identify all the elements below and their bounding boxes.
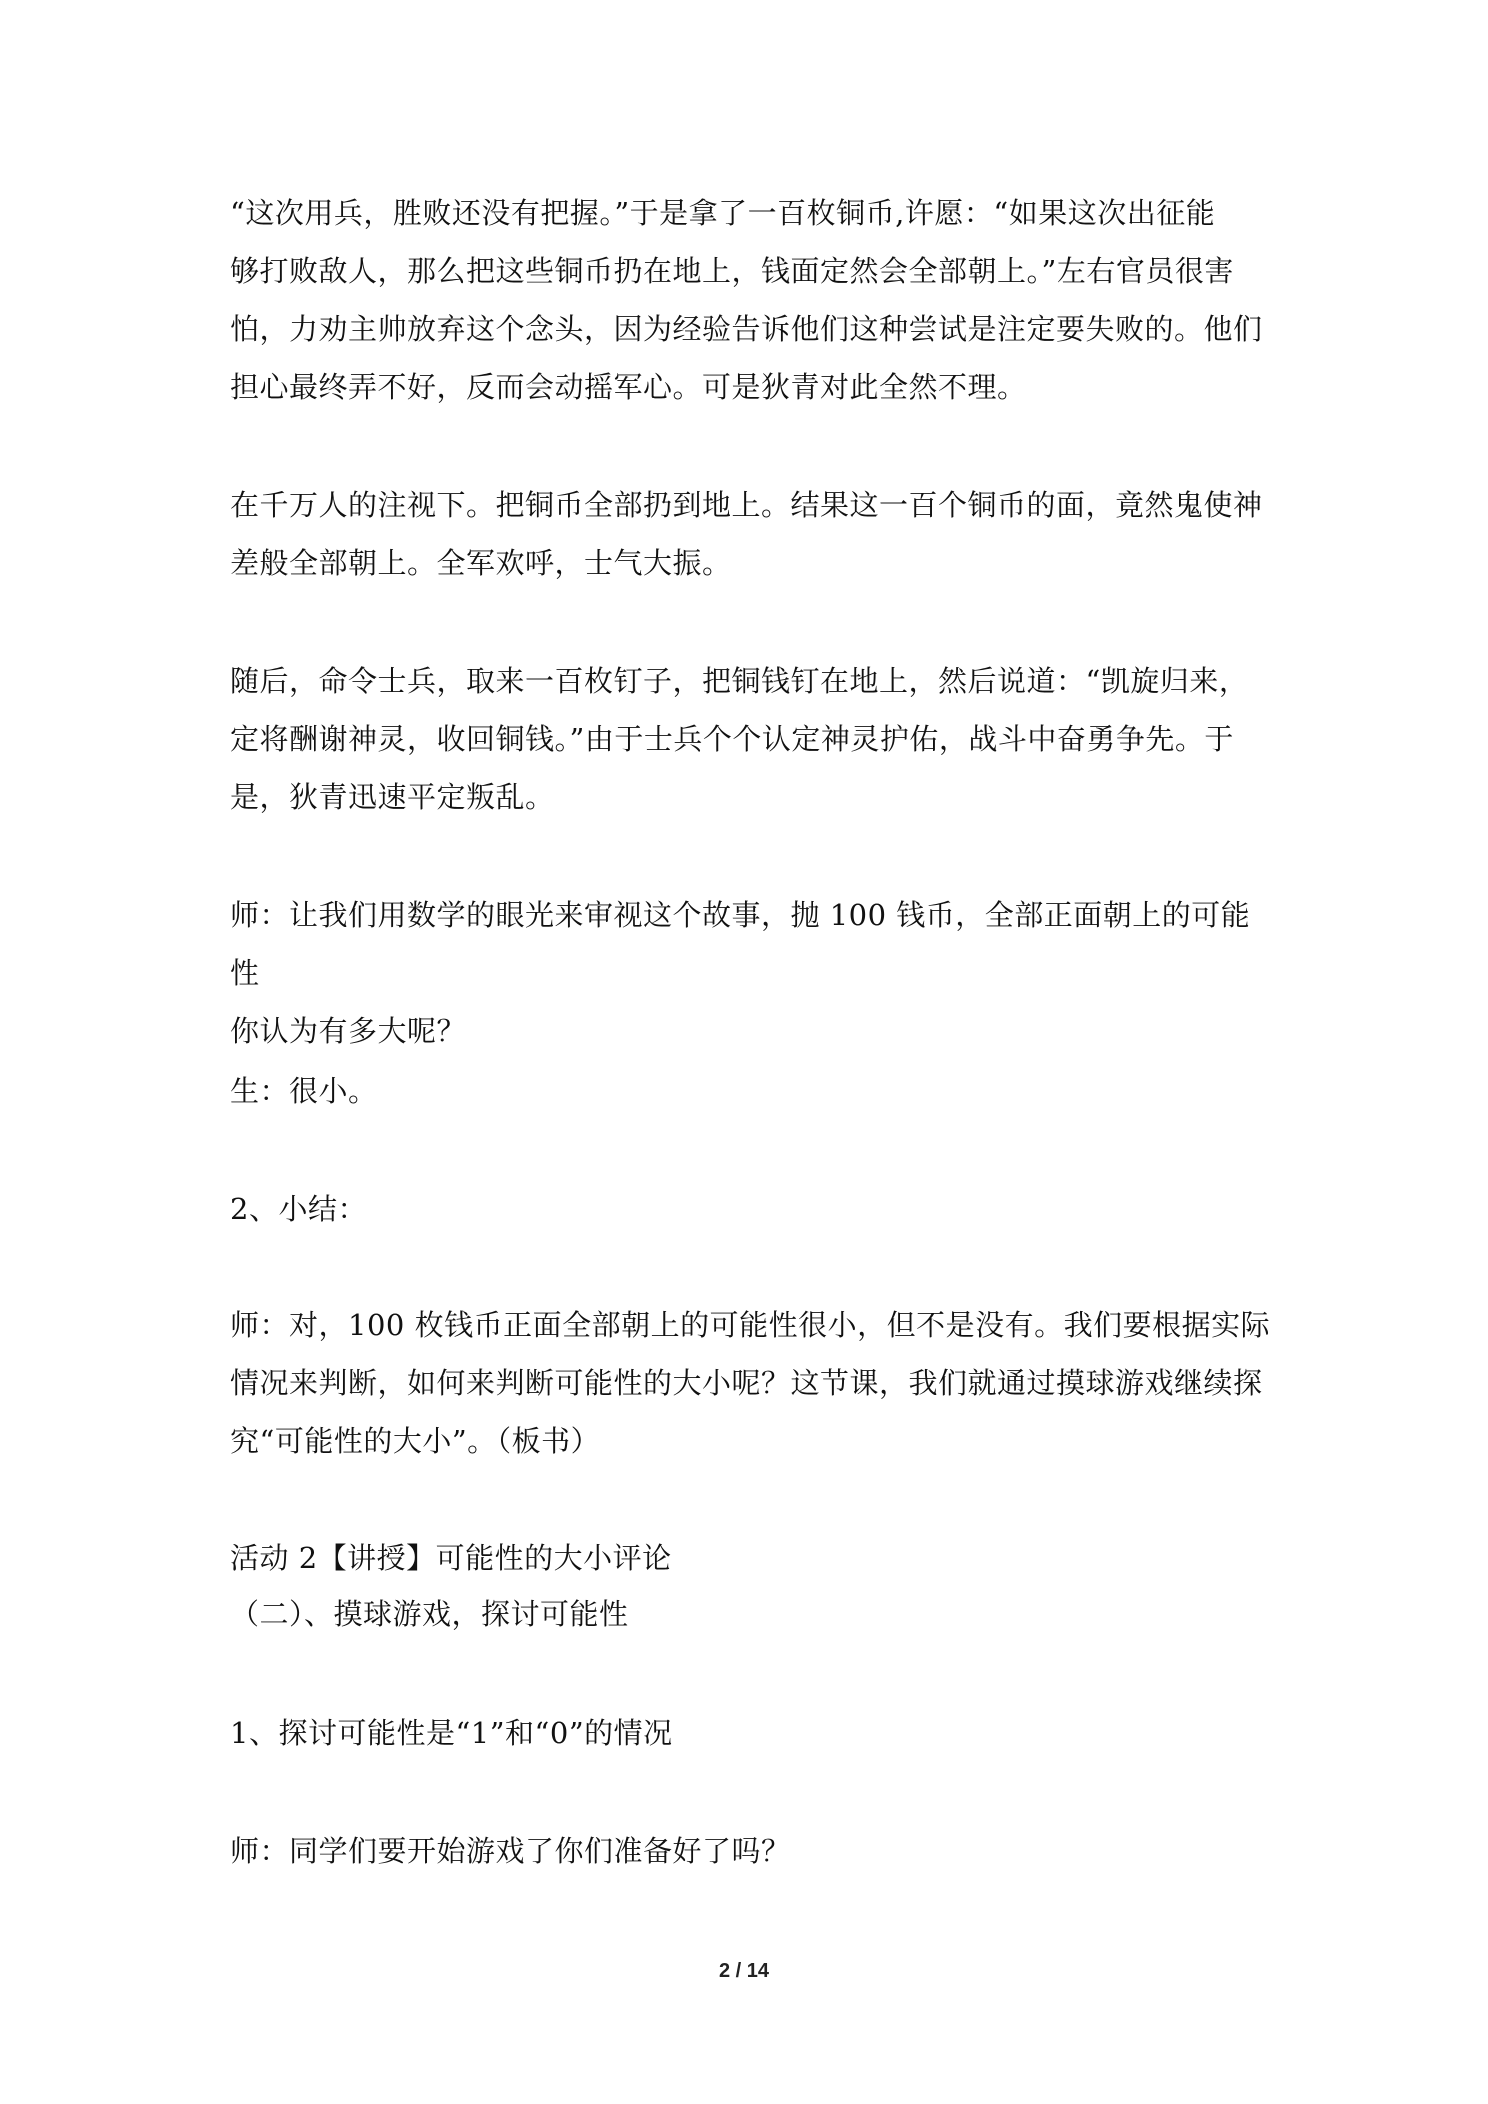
text-line: 2、小结： <box>230 1192 367 1226</box>
paragraph-section-1-heading <box>230 1704 1278 1762</box>
text-line: 在千万人的注视下。把铜币全部扔到地上。结果这一百个铜币的面，竟然鬼使神 <box>230 488 1263 522</box>
text-line: （二）、摸球游戏，探讨可能性 <box>230 1597 629 1631</box>
paragraph-student-answer <box>230 1062 1278 1120</box>
text-line: 生：很小。 <box>230 1074 378 1108</box>
text-line: 情况来判断，如何来判断可能性的大小呢？这节课，我们就通过摸球游戏继续探 <box>230 1366 1263 1400</box>
paragraph-activity-heading <box>230 1530 1278 1642</box>
text-line: 定将酬谢神灵，收回铜钱。”由于士兵个个认定神灵护佑，战斗中奋勇争先。于 <box>230 722 1234 756</box>
text-line: 师：同学们要开始游戏了你们准备好了吗？ <box>230 1834 791 1868</box>
text-line: 究“可能性的大小”。（板书） <box>230 1424 601 1458</box>
paragraph-teacher-summary <box>230 1296 1278 1470</box>
paragraph-summary-heading <box>230 1180 1278 1238</box>
paragraph-teacher-prompt <box>230 1822 1278 1880</box>
text-line: 1、探讨可能性是“1”和“0”的情况 <box>230 1716 673 1750</box>
text-line: 怕，力劝主帅放弃这个念头，因为经验告诉他们这种尝试是注定要失败的。他们 <box>230 312 1263 346</box>
paragraph-teacher-question <box>230 886 1278 1060</box>
text-line: “这次用兵，胜败还没有把握。”于是拿了一百枚铜币,许愿：“如果这次出征能 <box>230 196 1216 230</box>
paragraph-story-part-3 <box>230 652 1278 826</box>
text-line: 你认为有多大呢？ <box>230 1014 467 1048</box>
page-number: 2 / 14 <box>718 1960 770 1982</box>
text-line: 差般全部朝上。全军欢呼，士气大振。 <box>230 546 732 580</box>
text-line: 师：对，100 枚钱币正面全部朝上的可能性很小，但不是没有。我们要根据实际 <box>230 1308 1271 1342</box>
text-line: 活动 2【讲授】可能性的大小评论 <box>230 1541 672 1575</box>
text-line: 担心最终弄不好，反而会动摇军心。可是狄青对此全然不理。 <box>230 370 1027 404</box>
text-line: 是，狄青迅速平定叛乱。 <box>230 780 555 814</box>
text-line: 够打败敌人，那么把这些铜币扔在地上，钱面定然会全部朝上。”左右官员很害 <box>230 254 1234 288</box>
paragraph-story-part-2 <box>230 476 1278 592</box>
paragraph-story-part-1 <box>230 184 1278 416</box>
text-line: 师：让我们用数学的眼光来审视这个故事，抛 100 钱币，全部正面朝上的可能性 <box>230 898 1251 990</box>
text-line: 随后，命令士兵，取来一百枚钉子，把铜钱钉在地上，然后说道：“凯旋归来， <box>230 664 1249 698</box>
